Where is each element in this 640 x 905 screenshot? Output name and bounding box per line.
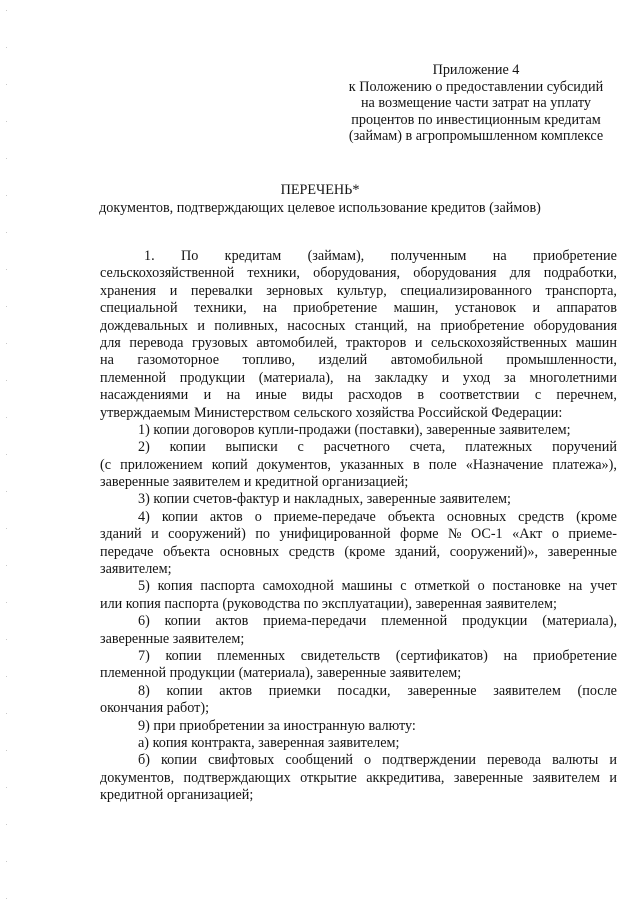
word: машины	[341, 578, 393, 595]
word: кредитам	[224, 248, 282, 264]
word: на	[347, 369, 362, 386]
word: (сертификатов)	[395, 647, 488, 664]
word: соответствии	[439, 387, 520, 404]
word: перевода	[129, 334, 184, 351]
word: средств	[288, 543, 335, 560]
word: постановке	[492, 578, 561, 595]
document-body	[100, 248, 617, 805]
scan-dot	[6, 750, 7, 751]
word: 2)	[138, 439, 150, 456]
word: (кроме	[576, 508, 617, 525]
scan-dot	[6, 417, 7, 418]
word: паспорта	[200, 578, 255, 595]
word: полученным	[390, 248, 467, 264]
word: объекта	[163, 543, 211, 560]
list-item	[100, 578, 617, 595]
scan-dot	[6, 343, 7, 344]
word: расчетного	[323, 439, 390, 456]
word: поле	[428, 456, 457, 473]
body-line	[100, 370, 617, 387]
word: продукции	[179, 369, 246, 386]
scan-dot	[6, 232, 7, 233]
scan-dot	[6, 47, 7, 48]
word: и	[441, 369, 450, 386]
scan-dot	[6, 121, 7, 122]
word: тракторов	[345, 334, 407, 351]
word: приложением	[120, 456, 203, 473]
scan-dot	[6, 491, 7, 492]
word: заверенные	[453, 769, 524, 786]
word: основных	[219, 543, 280, 560]
word: закладку	[374, 369, 428, 386]
appendix-line: процентов по инвестиционным кредитам	[351, 111, 601, 128]
word: приеме-передаче	[273, 508, 376, 525]
scan-dot	[6, 528, 7, 529]
word: копии	[166, 682, 203, 699]
word: приобретение	[532, 248, 617, 264]
word: ОС-1	[470, 526, 503, 543]
word: (кроме	[344, 543, 386, 560]
word: сельскохозяйственных	[431, 334, 568, 351]
list-item: а) копия контракта, заверенная заявителем;	[138, 734, 400, 751]
word: продукции	[462, 613, 528, 630]
list-item	[100, 683, 617, 700]
word: газомоторное	[137, 352, 220, 369]
word: приобретение	[532, 647, 617, 664]
body-line: заверенные заявителем;	[100, 630, 245, 647]
scan-dot	[6, 269, 7, 270]
word: по	[255, 526, 271, 543]
word: актов	[219, 682, 253, 699]
word: машин,	[393, 300, 439, 317]
word: с	[534, 387, 542, 404]
word: приобретение	[440, 317, 525, 334]
word: копий	[211, 456, 248, 473]
word: актов	[215, 613, 249, 630]
scan-dot	[6, 824, 7, 825]
scan-dot	[6, 602, 7, 603]
body-line: утверждаемым Министерством сельского хозяйства Российской Федерации:	[100, 404, 563, 421]
body-line	[100, 770, 617, 787]
scan-dot	[6, 306, 7, 307]
word: копии	[169, 439, 206, 456]
word: на	[568, 578, 583, 595]
scan-edge-dots	[6, 0, 8, 905]
word: с	[400, 578, 407, 595]
word: на	[492, 248, 507, 264]
word: 7)	[138, 647, 150, 664]
word: приемки	[268, 682, 321, 699]
appendix-line: Приложение 4	[432, 62, 520, 78]
word: аппаратов	[556, 300, 617, 317]
list-item	[100, 613, 617, 630]
word: зданий	[100, 526, 142, 543]
word: платежных	[465, 439, 533, 456]
list-item: 1) копии договоров купли-продажи (поставки), заверенные заявителем;	[138, 421, 571, 438]
word: документов,	[100, 769, 175, 786]
word: насосных	[287, 317, 346, 334]
word: установок	[454, 300, 517, 317]
body-line: кредитной организацией;	[100, 787, 254, 804]
word: специализированного	[400, 282, 532, 299]
word: свидетельств	[300, 647, 381, 664]
body-line	[100, 526, 617, 543]
word: промышленности,	[506, 352, 617, 369]
body-line	[100, 352, 617, 369]
word: племенных	[217, 647, 286, 664]
scan-dot	[6, 639, 7, 640]
word: По	[180, 248, 199, 264]
scan-dot	[6, 898, 7, 899]
word: на	[503, 647, 518, 664]
word: племенной	[100, 369, 167, 386]
word: (займам),	[307, 248, 365, 264]
word: многолетними	[529, 369, 617, 386]
word: заверенные	[547, 543, 617, 560]
scan-dot	[6, 84, 7, 85]
word: специальной	[100, 300, 178, 317]
word: отметкой	[414, 578, 470, 595]
word: сооружений)»,	[449, 543, 539, 560]
word: насаждениями	[100, 387, 189, 404]
word: подтверждении	[382, 752, 476, 769]
word: топливо,	[242, 352, 296, 369]
word: о	[254, 508, 262, 525]
body-line	[100, 457, 617, 474]
word: на	[100, 352, 114, 369]
scan-dot	[6, 787, 7, 788]
word: техники,	[247, 265, 300, 282]
word: зданий,	[394, 543, 441, 560]
word: аккредитива,	[366, 769, 445, 786]
word: в	[417, 387, 425, 404]
body-line: заверенные заявителем и кредитной организацией;	[100, 474, 409, 491]
word: 1.	[144, 248, 155, 264]
word: б)	[138, 752, 150, 769]
word: для	[509, 265, 531, 282]
word: о	[477, 578, 485, 595]
word: автомобилей,	[256, 334, 338, 351]
word: хранения	[100, 282, 157, 299]
word: объекта	[387, 508, 435, 525]
word: (после	[577, 682, 617, 699]
scan-dot	[6, 565, 7, 566]
word: копии	[161, 508, 198, 525]
word: копии	[165, 647, 202, 664]
scan-dot	[6, 713, 7, 714]
word: уход	[462, 369, 491, 386]
body-line	[100, 387, 617, 404]
word: грузовых	[192, 334, 248, 351]
appendix-line: (займам) в агропромышленном комплексе	[348, 128, 604, 145]
word: расходов	[348, 387, 403, 404]
word: поливных,	[214, 317, 278, 334]
appendix-header	[330, 62, 622, 145]
word: перевалки	[190, 282, 253, 299]
document-title: ПЕРЕЧЕНЬ*	[280, 182, 360, 198]
word: самоходной	[262, 578, 334, 595]
word: счета,	[409, 439, 446, 456]
word: в	[412, 456, 420, 473]
word: дождевальных	[100, 317, 188, 334]
word: транспорта,	[545, 282, 617, 299]
word: станций,	[354, 317, 408, 334]
word: 5)	[138, 578, 150, 595]
word: выписки	[225, 439, 278, 456]
scan-dot	[6, 676, 7, 677]
word: изделий	[318, 352, 368, 369]
word: унифицированной	[279, 526, 391, 543]
word: культур,	[336, 282, 387, 299]
body-line	[100, 544, 617, 561]
appendix-line: к Положению о предоставлении субсидий	[348, 78, 604, 95]
word: (материала),	[542, 613, 617, 630]
word: автомобильной	[390, 352, 483, 369]
word: иные	[255, 387, 287, 404]
body-line: или копия паспорта (руководства по эксплуатации), заверенная заявителем;	[100, 595, 557, 612]
word: виды	[301, 387, 333, 404]
list-item	[100, 509, 617, 526]
word: приема-передачи	[263, 613, 367, 630]
word: сооружений)	[168, 526, 246, 543]
document-subtitle: документов, подтверждающих целевое использование кредитов (займов)	[99, 200, 541, 216]
scan-dot	[6, 158, 7, 159]
word: заявителем	[532, 769, 601, 786]
word: 4)	[138, 508, 150, 525]
word: заверенные	[407, 682, 477, 699]
word: передаче	[100, 543, 154, 560]
scan-dot	[6, 380, 7, 381]
word: посадки,	[337, 682, 391, 699]
word: и	[532, 300, 541, 317]
word: (материала),	[258, 369, 334, 386]
body-line	[100, 300, 617, 317]
word: валюты	[552, 752, 599, 769]
word: 8)	[138, 682, 150, 699]
scan-dot	[6, 861, 7, 862]
body-line: окончания работ);	[100, 700, 210, 717]
word: форме	[400, 526, 439, 543]
word: и	[414, 334, 423, 351]
word: для	[100, 334, 121, 351]
scan-dot	[6, 10, 7, 11]
word: и	[197, 317, 205, 334]
body-line	[100, 248, 617, 265]
word: о	[364, 752, 372, 769]
word: открытие	[300, 769, 357, 786]
word: на	[417, 317, 431, 334]
word: на	[263, 300, 277, 317]
word: приобретение	[293, 300, 378, 317]
word: о	[551, 526, 559, 543]
word: документов,	[256, 456, 331, 473]
word: зерновых	[266, 282, 324, 299]
list-item: 3) копии счетов-фактур и накладных, заверенные заявителем;	[138, 491, 511, 508]
list-item	[100, 752, 617, 769]
word: с	[297, 439, 304, 456]
body-line	[100, 283, 617, 300]
word: копии	[164, 613, 201, 630]
list-item	[100, 648, 617, 665]
word: оборудования,	[313, 265, 401, 282]
word: приеме-	[568, 526, 617, 543]
word: сельскохозяйственной	[100, 265, 235, 282]
word: и	[169, 282, 178, 299]
word: оборудования	[533, 317, 617, 334]
list-item	[100, 439, 617, 456]
body-line	[100, 318, 617, 335]
word: (с	[100, 456, 112, 473]
word: «Назначение	[465, 456, 544, 473]
word: средств	[518, 508, 565, 525]
word: на	[226, 387, 241, 404]
word: сообщений	[285, 752, 354, 769]
word: платежа»),	[552, 456, 617, 473]
body-line: заявителем;	[100, 561, 172, 578]
word: машин	[575, 334, 617, 351]
body-line: племенной продукции (материала), заверенные заявителем;	[100, 665, 462, 682]
word: учет	[590, 578, 617, 595]
word: свифтовых	[208, 752, 275, 769]
word: техники,	[194, 300, 247, 317]
word: племенной	[381, 613, 448, 630]
word: оборудования	[413, 265, 497, 282]
word: копии	[160, 752, 198, 769]
word: и	[203, 387, 212, 404]
word: и	[609, 769, 617, 786]
word: и	[609, 752, 617, 769]
word: перечнем,	[556, 387, 617, 404]
body-line	[100, 265, 617, 282]
word: и	[151, 526, 159, 543]
body-line	[100, 335, 617, 352]
word: поручений	[552, 439, 617, 456]
word: копия	[157, 578, 193, 595]
scan-dot	[6, 454, 7, 455]
appendix-line: на возмещение части затрат на уплату	[360, 95, 592, 112]
word: подтверждающих	[183, 769, 291, 786]
word: заявителем	[493, 682, 561, 699]
word: №	[447, 526, 462, 543]
list-item: 9) при приобретении за иностранную валюту:	[138, 717, 416, 734]
word: основных	[446, 508, 507, 525]
word: 6)	[138, 613, 150, 630]
word: указанных	[340, 456, 404, 473]
word: актов	[209, 508, 243, 525]
word: за	[504, 369, 516, 386]
word: подработки,	[543, 265, 617, 282]
word: перевода	[487, 752, 542, 769]
word: «Акт	[512, 526, 543, 543]
